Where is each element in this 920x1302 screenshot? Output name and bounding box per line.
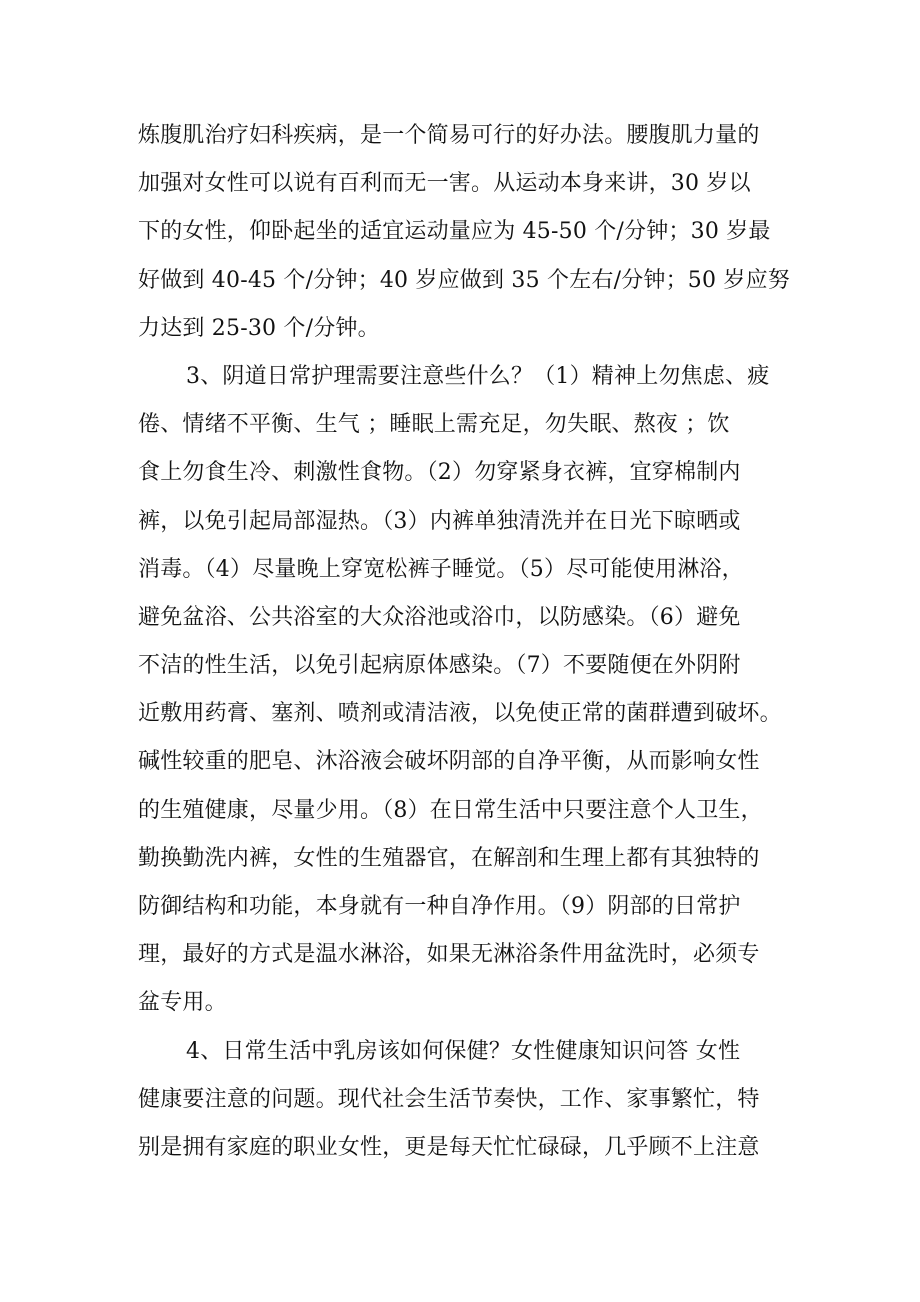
text-line: 食上勿食生冷、刺激性食物。（2）勿穿紧身衣裤，宜穿棉制内 (138, 460, 741, 486)
text-line: 好做到 40-45 个/分钟；40 岁应做到 35 个左右/分钟；50 岁应努 (138, 267, 790, 293)
text-line: 盆专用。 (138, 990, 227, 1016)
text-line: 勤换勤洗内裤，女性的生殖器官，在解剖和生理上都有其独特的 (138, 845, 760, 871)
text-line: 加强对女性可以说有百利而无一害。从运动本身来讲，30 岁以 (138, 171, 751, 197)
paragraph-3-start: 3、阴道日常护理需要注意些什么？（1）精神上勿焦虑、疲 (186, 363, 770, 389)
text-line: 健康要注意的问题。现代社会生活节奏快，工作、家事繁忙，特 (138, 1086, 760, 1112)
text-line: 裤，以免引起局部湿热。（3）内裤单独清洗并在日光下晾晒或 (138, 508, 741, 534)
document-body (138, 112, 828, 1172)
paragraph-4-start: 4、日常生活中乳房该如何保健？女性健康知识问答 女性 (186, 1038, 741, 1064)
text-line: 倦、情绪不平衡、生气 ；睡眠上需充足，勿失眠、熬夜 ；饮 (138, 412, 730, 438)
text-line: 别是拥有家庭的职业女性，更是每天忙忙碌碌，几乎顾不上注意 (138, 1134, 760, 1160)
text-line: 力达到 25-30 个/分钟。 (138, 315, 380, 341)
text-line: 防御结构和功能，本身就有一种自净作用。（9）阴部的日常护 (138, 894, 741, 919)
text-line: 不洁的性生活，以免引起病原体感染。（7）不要随便在外阴附 (138, 653, 741, 679)
text-line: 炼腹肌治疗妇科疾病，是一个简易可行的好办法。腰腹肌力量的 (138, 123, 760, 148)
text-line: 的生殖健康，尽量少用。（8）在日常生活中只要注意个人卫生， (138, 797, 763, 823)
text-line: 碱性较重的肥皂、沐浴液会破坏阴部的自净平衡，从而影响女性 (138, 749, 760, 775)
text-line: 下的女性，仰卧起坐的适宜运动量应为 45-50 个/分钟；30 岁最 (138, 219, 771, 245)
text-line: 避免盆浴、公共浴室的大众浴池或浴巾，以防感染。（6）避免 (138, 604, 741, 630)
text-line: 近敷用药膏、塞剂、喷剂或清洁液，以免使正常的菌群遭到破坏。 (138, 701, 782, 727)
text-line: 消毒。（4）尽量晚上穿宽松裤子睡觉。（5）尽可能使用淋浴， (138, 556, 744, 582)
text-line: 理，最好的方式是温水淋浴，如果无淋浴条件用盆洗时，必须专 (138, 942, 760, 968)
